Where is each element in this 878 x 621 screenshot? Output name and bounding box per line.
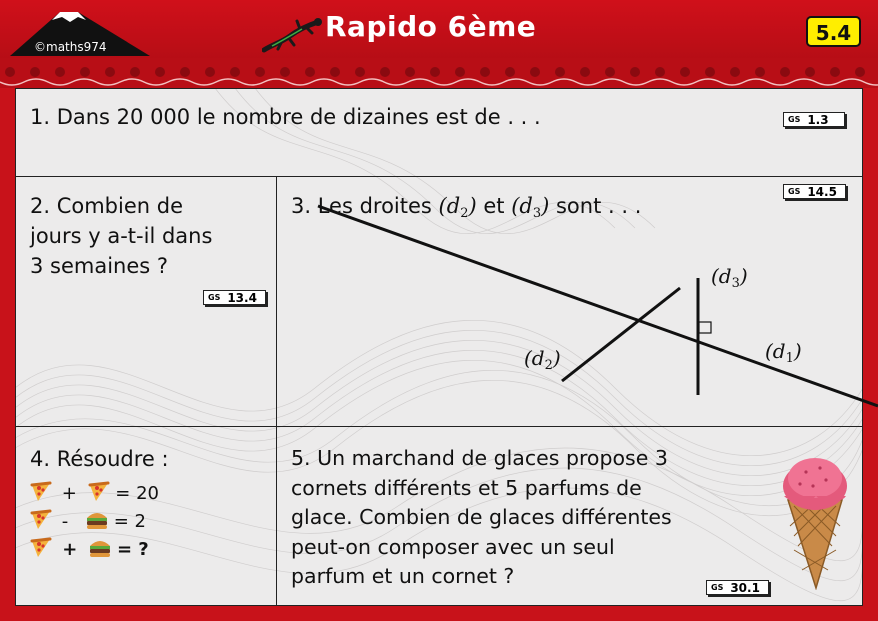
d3-subscript: 3 — [532, 206, 542, 221]
label-d3-subscript: 3 — [731, 276, 740, 291]
question-3-suffix: sont . . . — [549, 194, 642, 218]
label-d3-close: ) — [739, 264, 748, 288]
burger-icon — [89, 537, 111, 559]
gs-value: 30.1 — [730, 580, 760, 595]
gs-value: 13.4 — [227, 290, 257, 305]
ice-cream-icon — [780, 450, 850, 590]
equation-2 — [30, 508, 146, 536]
question-5-text — [291, 444, 672, 592]
gs-value: 1.3 — [807, 112, 829, 127]
line-d2 — [562, 288, 680, 381]
question-2-line-1: 2. Combien de — [30, 194, 183, 218]
question-2-line-2: jours y a-t-il dans — [30, 224, 213, 248]
question-5-line-5: parfum et un cornet ? — [291, 564, 515, 588]
d2-close: ) — [468, 194, 477, 218]
label-d2 — [524, 346, 561, 373]
equation-1 — [30, 480, 159, 508]
d2-subscript: 2 — [460, 206, 469, 221]
pizza-icon — [30, 481, 52, 503]
logo-text: ©maths974 — [34, 40, 107, 54]
question-3-prefix: 3. Les droites — [291, 194, 439, 218]
d2-symbol: (d — [438, 194, 461, 218]
equation-2-result: = 2 — [113, 511, 146, 532]
equation-1-op: + — [61, 483, 77, 504]
label-d3-symbol: (d — [711, 264, 732, 288]
gs-label: GS — [788, 187, 801, 196]
label-d3 — [711, 264, 748, 291]
pizza-icon — [30, 537, 52, 559]
label-d1-close: ) — [793, 339, 802, 363]
question-3-and: et — [476, 194, 512, 218]
label-d2-symbol: (d — [524, 346, 545, 370]
d3-close: ) — [541, 194, 550, 218]
right-angle-marker — [699, 322, 711, 333]
gs-label: GS — [788, 115, 801, 124]
d3-symbol: (d — [511, 194, 533, 218]
gs-tag-q5 — [706, 580, 769, 595]
line-d1 — [318, 206, 878, 406]
gs-label: GS — [711, 583, 724, 592]
equation-3-op: + — [62, 539, 78, 560]
label-d1-subscript: 1 — [785, 351, 794, 366]
label-d1-symbol: (d — [765, 339, 786, 363]
question-5-line-3: glace. Combien de glaces différentes — [291, 505, 672, 529]
label-d1 — [765, 339, 802, 366]
equation-3 — [30, 536, 149, 564]
page-title: Rapido 6ème — [325, 10, 537, 43]
level-badge: 5.4 — [806, 16, 861, 47]
equation-1-result: = 20 — [115, 483, 160, 504]
question-2-line-3: 3 semaines ? — [30, 254, 169, 278]
question-5-line-4: peut-on composer avec un seul — [291, 534, 615, 559]
pizza-icon — [88, 481, 110, 503]
pizza-icon — [30, 509, 52, 531]
equation-3-result: = ? — [116, 539, 149, 560]
gs-label: GS — [208, 293, 221, 302]
label-d2-subscript: 2 — [544, 358, 553, 373]
burger-icon — [86, 509, 108, 531]
question-5-line-2: cornets différents et 5 parfums de — [291, 475, 642, 500]
question-4-title: 4. Résoudre : — [30, 447, 169, 471]
equation-2-op: - — [61, 511, 69, 532]
label-d2-close: ) — [552, 346, 561, 370]
question-1-text: 1. Dans 20 000 le nombre de dizaines est de . . . — [30, 105, 541, 129]
question-5-line-1: 5. Un marchand de glaces propose 3 — [291, 446, 668, 470]
gs-value: 14.5 — [807, 184, 837, 199]
